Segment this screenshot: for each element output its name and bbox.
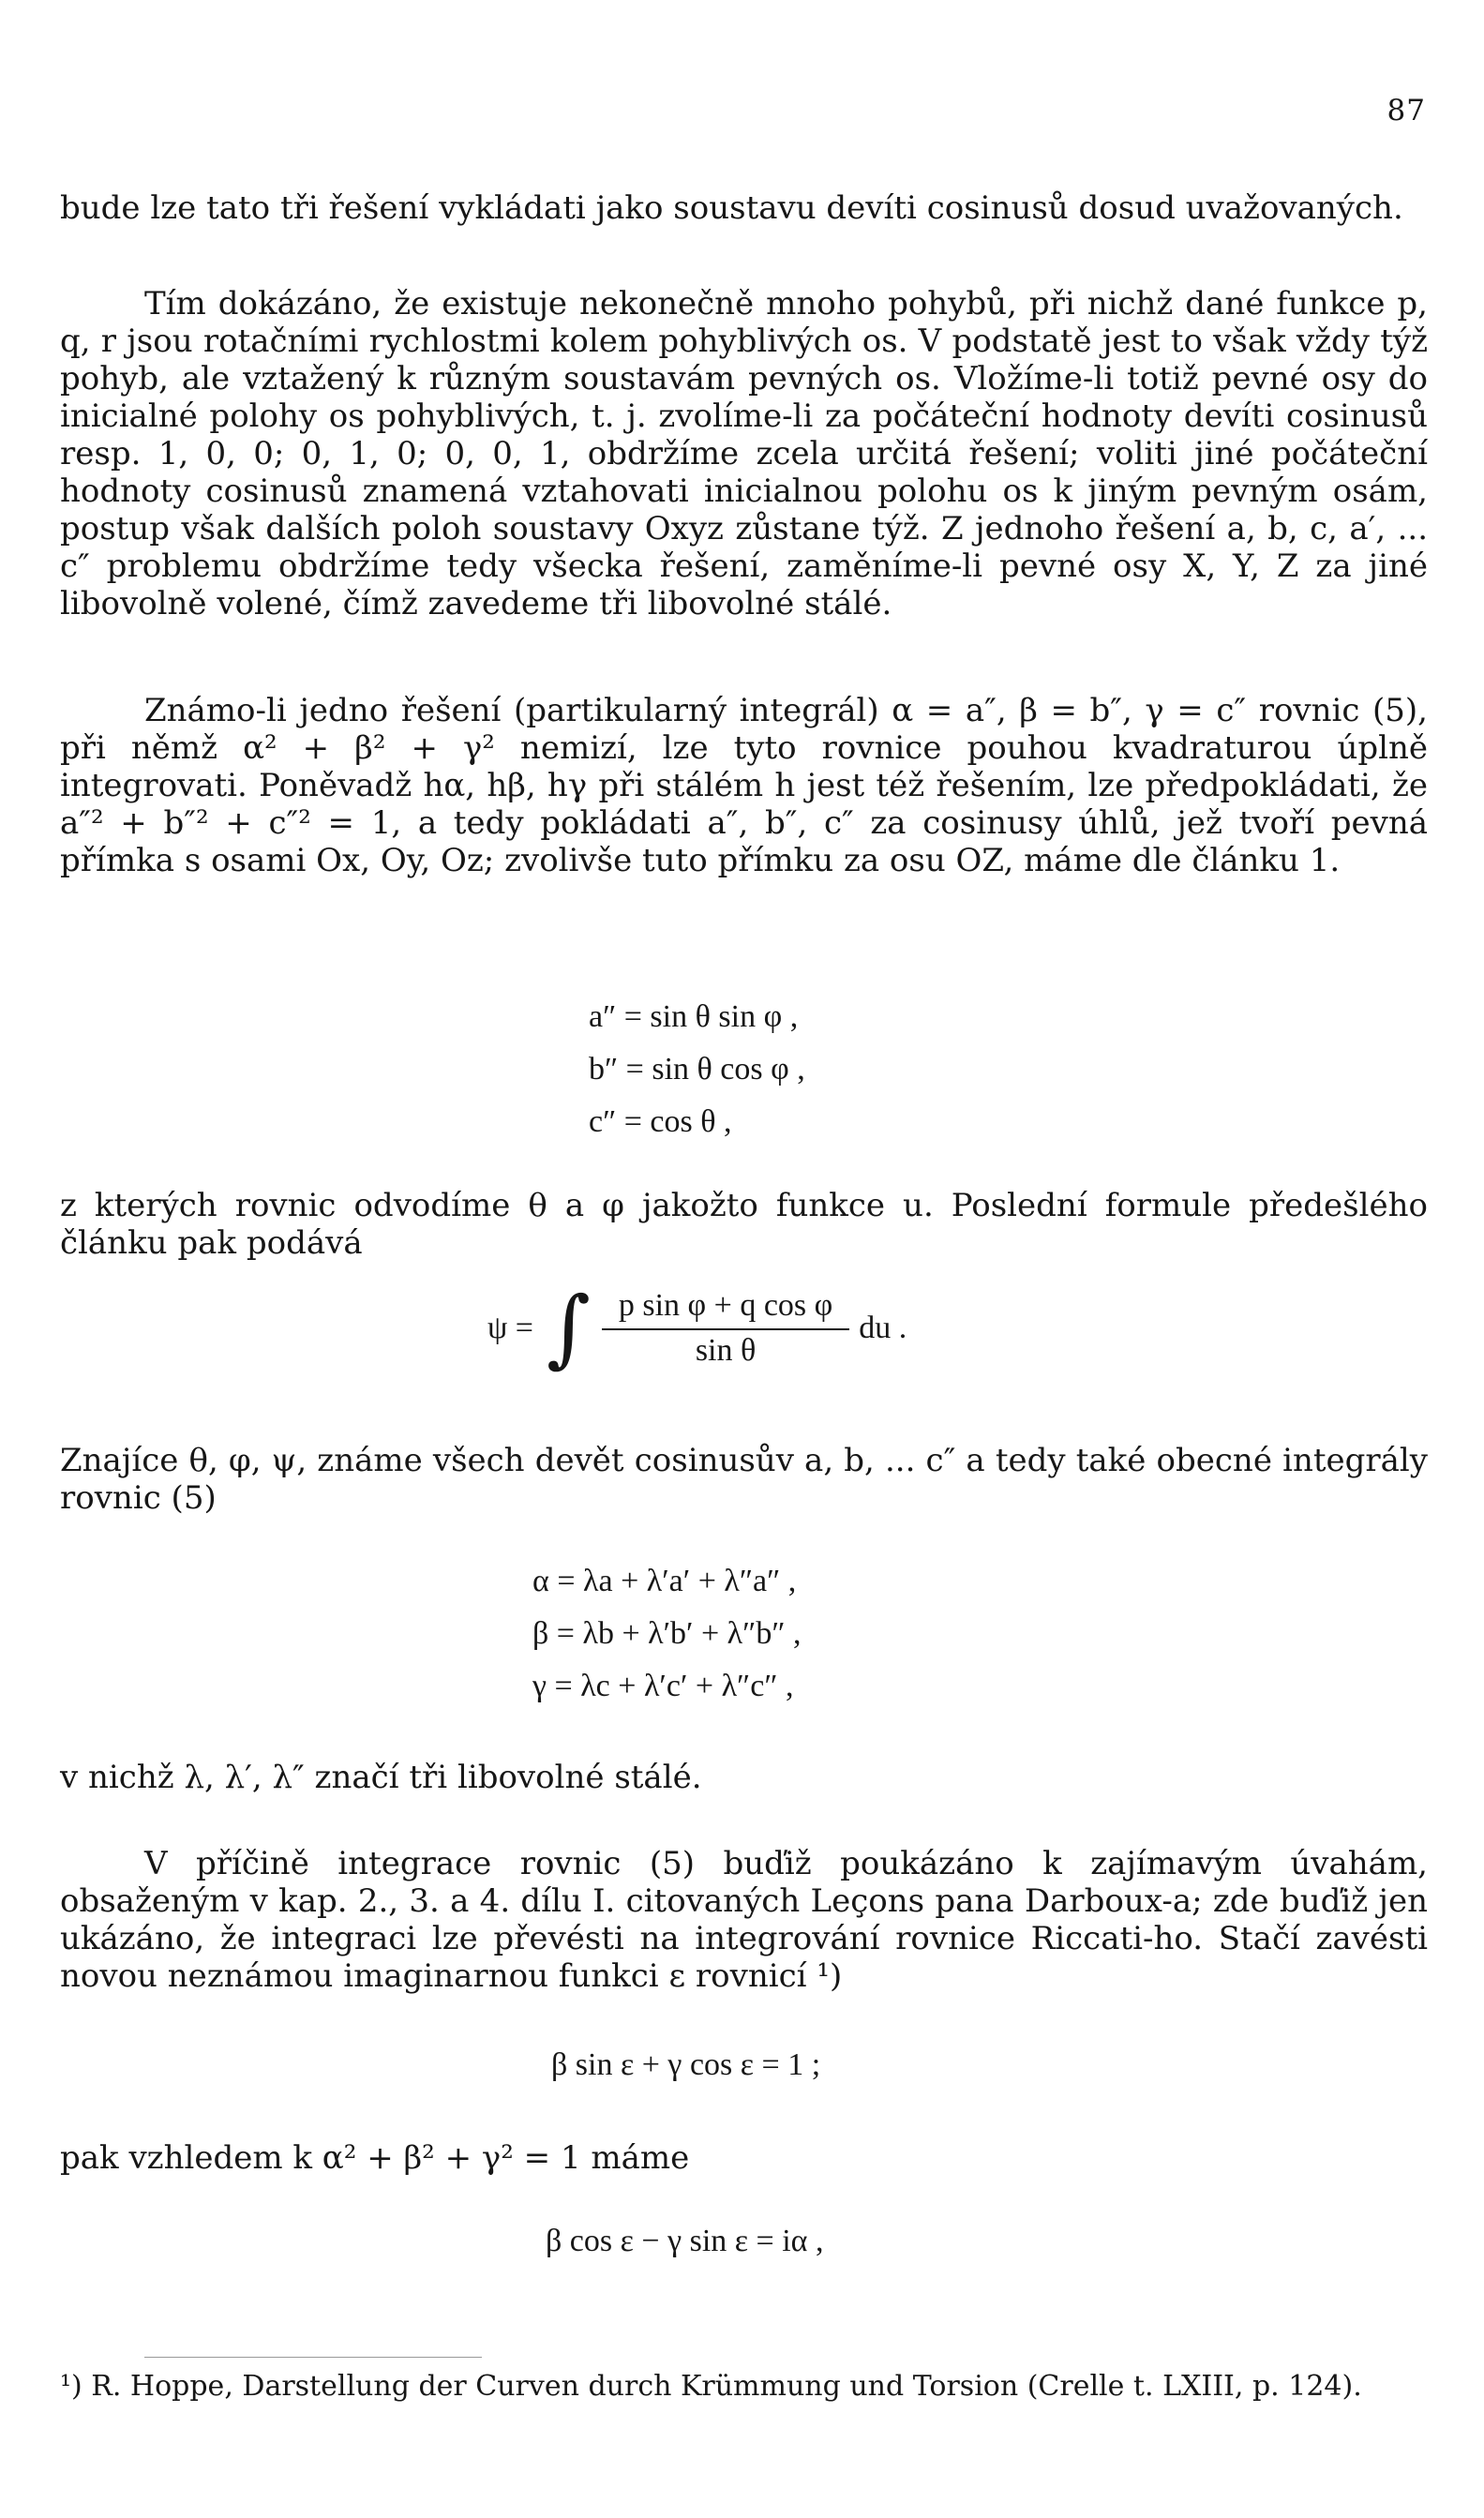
psi-integral-formula [487, 1279, 907, 1377]
fraction [602, 1287, 849, 1370]
paragraph-3: Známo-li jedno řešení (partikularný integrál) α = a″, β = b″, γ = c″ rovnic (5), při němž α² + β² + γ² nemizí, lze tyto rovnice pouhou kvadraturou úplně integrovati. Poněvadž hα, hβ, hγ při stálém h jest též řešením, lze předpokládati, že a″² + b″² + c″² = 1, a tedy pokládati a″, b″, c″ za cosinusy úhlů, jež tvoří pevná přímka s osami Ox, Oy, Oz; zvolivše tuto přímku za osu OZ, máme dle článku 1. [60, 692, 1428, 879]
equation-alpha: α = λa + λ′a′ + λ″a″ , [532, 1564, 797, 1598]
equation-gamma: γ = λc + λ′c′ + λ″c″ , [532, 1669, 794, 1703]
paragraph-4: z kterých rovnic odvodíme θ a φ jakožto funkce u. Poslední formule předešlého článku pak podává [60, 1187, 1428, 1262]
fraction-numerator: p sin φ + q cos φ [602, 1287, 849, 1330]
paragraph-5: Znajíce θ, φ, ψ, známe všech devět cosinusův a, b, ... c″ a tedy také obecné integrály rovnic (5) [60, 1442, 1428, 1517]
equation-beta: β = λb + λ′b′ + λ″b″ , [532, 1616, 802, 1651]
footnote: ¹) R. Hoppe, Darstellung der Curven durch Krümmung und Torsion (Crelle t. LXIII, p. 124). [60, 2370, 1362, 2403]
paragraph-2: Tím dokázáno, že existuje nekonečně mnoho pohybů, při nichž dané funkce p, q, r jsou rotačními rychlostmi kolem pohyblivých os. V podstatě jest to však vždy týž pohyb, ale vztažený k různým soustavám pevných os. Vložíme-li totiž pevné osy do inicialné polohy os pohyblivých, t. j. zvolíme-li za počáteční hodnoty devíti cosinusů resp. 1, 0, 0; 0, 1, 0; 0, 0, 1, obdržíme zcela určitá řešení; voliti jiné počáteční hodnoty cosinusů znamená vztahovati inicialnou polohu os k jiným pevným osám, postup však dalších poloh soustavy Oxyz zůstane týž. Z jednoho řešení a, b, c, a′, ... c″ problemu obdržíme tedy všecka řešení, zaměníme-li pevné osy X, Y, Z za jiné libovolně volené, čímž zavedeme tři libovolné stálé. [60, 285, 1428, 622]
psi-differential: du . [859, 1311, 907, 1345]
equation-c-double-prime: c″ = cos θ , [589, 1104, 732, 1139]
equation-riccati-1: β sin ε + γ cos ε = 1 ; [551, 2047, 821, 2082]
footnote-rule [144, 2357, 482, 2358]
integral-sign: ∫ [546, 1279, 591, 1377]
equation-a-double-prime: a″ = sin θ sin φ , [589, 999, 799, 1034]
equation-b-double-prime: b″ = sin θ cos φ , [589, 1052, 805, 1087]
fraction-denominator: sin θ [695, 1333, 757, 1368]
paragraph-8: pak vzhledem k α² + β² + γ² = 1 máme [60, 2139, 690, 2177]
paragraph-6: v nichž λ, λ′, λ″ značí tři libovolné stálé. [60, 1759, 702, 1796]
psi-lhs: ψ = [487, 1311, 533, 1345]
paragraph-1: bude lze tato tři řešení vykládati jako soustavu devíti cosinusů dosud uvažovaných. [60, 189, 1403, 227]
equation-riccati-2: β cos ε − γ sin ε = iα , [546, 2224, 824, 2258]
paragraph-7: V příčině integrace rovnic (5) buďiž poukázáno k zajímavým úvahám, obsaženým v kap. 2., 3. a 4. dílu I. citovaných Leçons pana Darboux-a; zde buďiž jen ukázáno, že integraci lze převésti na integrování rovnice Riccati-ho. Stačí zavésti novou neznámou imaginarnou funkci ε rovnicí ¹) [60, 1845, 1428, 1995]
page-number: 87 [1387, 94, 1426, 127]
